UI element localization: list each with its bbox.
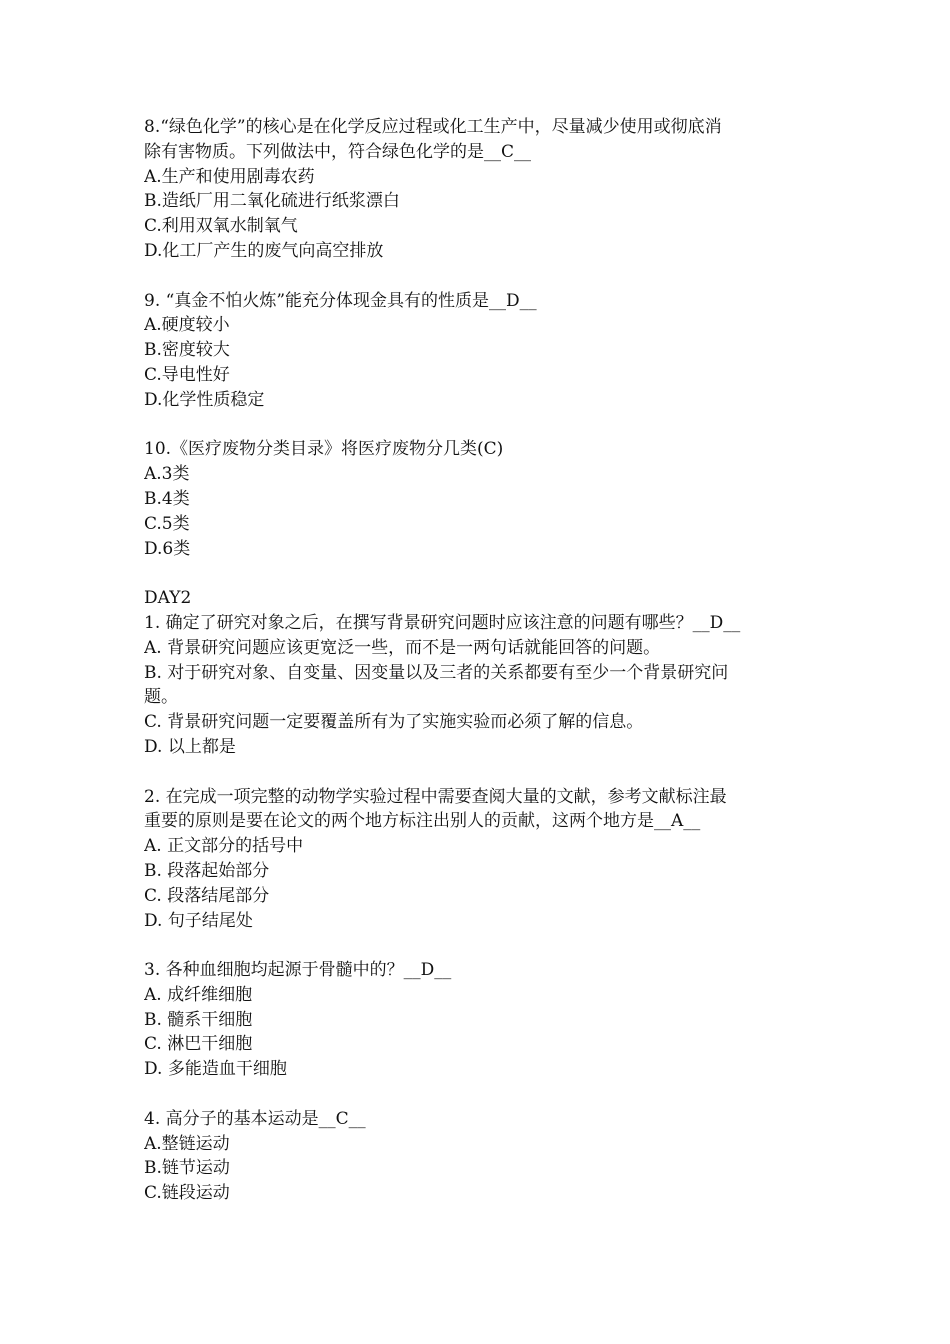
day2-question-2: [144, 785, 812, 934]
option-a: A.整链运动: [144, 1133, 230, 1154]
option-c: C. 淋巴干细胞: [144, 1034, 253, 1055]
question-text: 3. 各种血细胞均起源于骨髓中的？__D__: [144, 960, 452, 981]
option-d: D. 句子结尾处: [144, 910, 253, 931]
day2-question-1: [144, 586, 812, 760]
option-a: A. 成纤维细胞: [144, 984, 253, 1005]
option-c: C.5类: [144, 513, 190, 534]
option-c: C.导电性好: [144, 364, 230, 385]
option-b-continued: 题。: [144, 687, 178, 708]
section-heading: DAY2: [144, 588, 192, 609]
option-d: D. 多能造血干细胞: [144, 1059, 287, 1080]
option-a: A. 正文部分的括号中: [144, 836, 304, 857]
question-9: [144, 289, 812, 413]
question-text: 2. 在完成一项完整的动物学实验过程中需要查阅大量的文献，参考文献标注最: [144, 786, 727, 807]
option-a: A.生产和使用剧毒农药: [144, 166, 315, 187]
question-text: 4. 高分子的基本运动是__C__: [144, 1108, 366, 1129]
option-b: B.密度较大: [144, 340, 230, 361]
document-body: [144, 115, 812, 1231]
option-c: C. 背景研究问题一定要覆盖所有为了实施实验而必须了解的信息。: [144, 712, 644, 733]
question-text: 8.“绿色化学”的核心是在化学反应过程或化工生产中，尽量减少使用或彻底消: [144, 117, 722, 137]
option-c: C.利用双氧水制氧气: [144, 216, 298, 237]
option-d: D. 以上都是: [144, 736, 236, 757]
option-d: D.6类: [144, 538, 191, 559]
question-text: 10.《医疗废物分类目录》将医疗废物分几类(C): [144, 439, 504, 460]
option-b: B. 对于研究对象、自变量、因变量以及三者的关系都要有至少一个背景研究问: [144, 662, 729, 683]
question-text: 9. “真金不怕火炼”能充分体现金具有的性质是__D__: [144, 290, 537, 311]
option-a: A.3类: [144, 464, 190, 485]
option-d: D.化学性质稳定: [144, 389, 265, 410]
question-10: [144, 437, 812, 561]
option-a: A.硬度较小: [144, 315, 230, 336]
option-b: B. 段落起始部分: [144, 860, 270, 881]
option-b: B.链节运动: [144, 1158, 230, 1179]
question-8: [144, 115, 812, 264]
question-text: 重要的原则是要在论文的两个地方标注出别人的贡献，这两个地方是__A__: [144, 811, 701, 832]
option-d: D.化工厂产生的废气向高空排放: [144, 240, 384, 261]
option-b: B.4类: [144, 488, 190, 509]
question-text: 1. 确定了研究对象之后，在撰写背景研究问题时应该注意的问题有哪些？__D__: [144, 612, 741, 633]
option-c: C. 段落结尾部分: [144, 885, 270, 906]
option-a: A. 背景研究问题应该更宽泛一些，而不是一两句话就能回答的问题。: [144, 637, 661, 658]
option-c: C.链段运动: [144, 1183, 230, 1204]
day2-question-3: [144, 958, 812, 1082]
option-b: B. 髓系干细胞: [144, 1009, 253, 1030]
question-text: 除有害物质。下列做法中，符合绿色化学的是__C__: [144, 141, 532, 162]
option-b: B.造纸厂用二氧化硫进行纸浆漂白: [144, 191, 400, 212]
day2-question-4: [144, 1107, 812, 1206]
